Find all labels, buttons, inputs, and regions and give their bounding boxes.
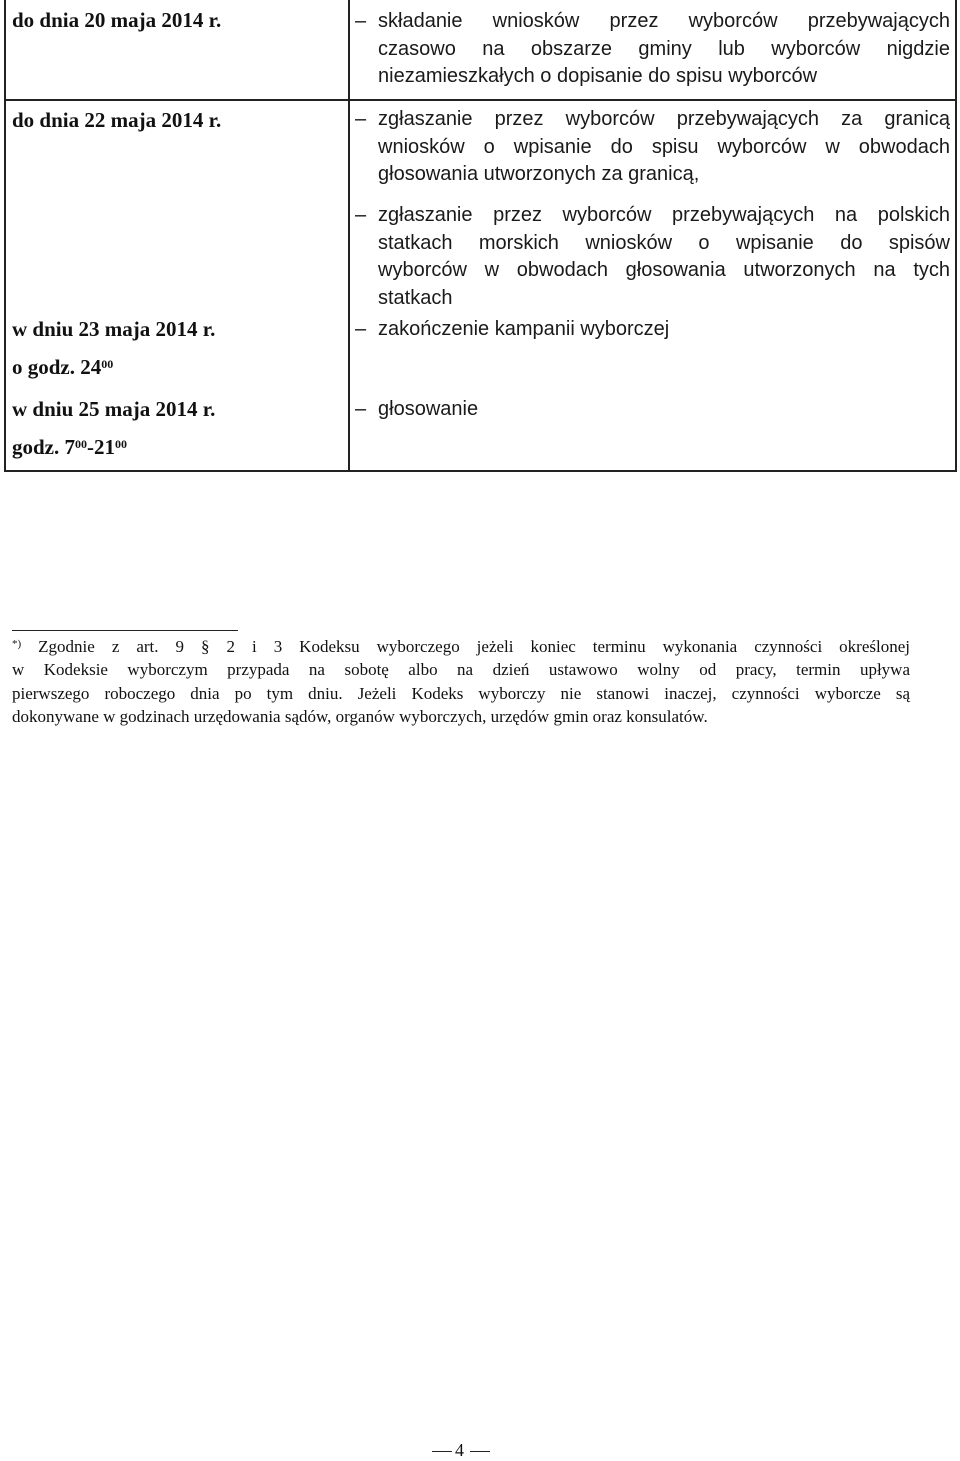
list-dash: – <box>355 398 367 420</box>
description-cell-1 <box>378 8 950 91</box>
list-dash: – <box>355 204 367 226</box>
date-cell-4-time <box>12 435 127 459</box>
footnote-line: pierwszego roboczego dnia po tym dniu. Jeżeli Kodeks wyborczy nie stanowi inaczej, czynności wyborcze są <box>12 683 910 703</box>
date-cell-3: w dniu 23 maja 2014 r. <box>12 317 216 341</box>
description-line: zgłaszanie przez wyborców przebywających za granicą <box>378 108 950 130</box>
description-cell-2 <box>378 106 950 189</box>
date-cell-1: do dnia 20 maja 2014 r. <box>12 8 222 32</box>
page-number-rule-right <box>470 1451 490 1452</box>
description-line: statkach morskich wniosków o wpisanie do spisów <box>378 231 950 254</box>
description-line: zakończenie kampanii wyborczej <box>378 318 670 340</box>
footnote-line: dokonywane w godzinach urzędowania sądów, organów wyborczych, urzędów gmin oraz konsulatów. <box>12 706 708 726</box>
table-border-left <box>4 0 6 472</box>
description-cell-3 <box>378 202 950 312</box>
description-line: wniosków o wpisanie do spisu wyborców w obwodach <box>378 135 950 158</box>
time-superscript: 00 <box>75 437 87 451</box>
table-border-right <box>955 0 957 472</box>
description-cell-5 <box>378 396 950 424</box>
description-line: wyborców w obwodach głosowania utworzonych na tych <box>378 259 950 281</box>
description-cell-4 <box>378 316 950 344</box>
list-dash: – <box>355 10 367 32</box>
time-range-text: -21 <box>87 435 115 459</box>
date-cell-3-time <box>12 355 113 379</box>
time-text: o godz. 24 <box>12 355 102 379</box>
description-line: głosowanie <box>378 398 479 420</box>
description-line: czasowo na obszarze gminy lub wyborców nigdzie <box>378 37 950 60</box>
table-border-divider <box>348 0 350 472</box>
table-border-row1 <box>4 99 957 101</box>
description-line: niezamieszkałych o dopisanie do spisu wyborców <box>378 65 818 87</box>
description-line: zgłaszanie przez wyborców przebywających na polskich <box>378 204 950 226</box>
footnote-separator <box>12 630 238 631</box>
description-line: składanie wniosków przez wyborców przebywających <box>378 10 950 32</box>
table-border-bottom <box>4 470 957 472</box>
date-cell-2: do dnia 22 maja 2014 r. <box>12 108 222 132</box>
footnote-line: w Kodeksie wyborczym przypada na sobotę albo na dzień ustawowo wolny od pracy, termin upływa <box>12 660 910 680</box>
description-line: statkach <box>378 286 453 309</box>
list-dash: – <box>355 108 367 130</box>
page-number: 4 <box>455 1440 464 1460</box>
time-text: godz. 7 <box>12 435 75 459</box>
time-superscript: 00 <box>101 357 114 371</box>
page-number-rule-left <box>432 1451 452 1452</box>
list-dash: – <box>355 318 367 340</box>
footnote-marker: *) <box>12 638 22 650</box>
date-cell-4: w dniu 25 maja 2014 r. <box>12 397 216 421</box>
description-line: głosowania utworzonych za granicą, <box>378 163 700 185</box>
footnote-line: Zgodnie z art. 9 § 2 i 3 Kodeksu wyborczego jeżeli koniec terminu wykonania czynności określonej <box>38 637 910 656</box>
time-superscript-end: 00 <box>115 437 127 451</box>
footnote <box>12 635 910 728</box>
